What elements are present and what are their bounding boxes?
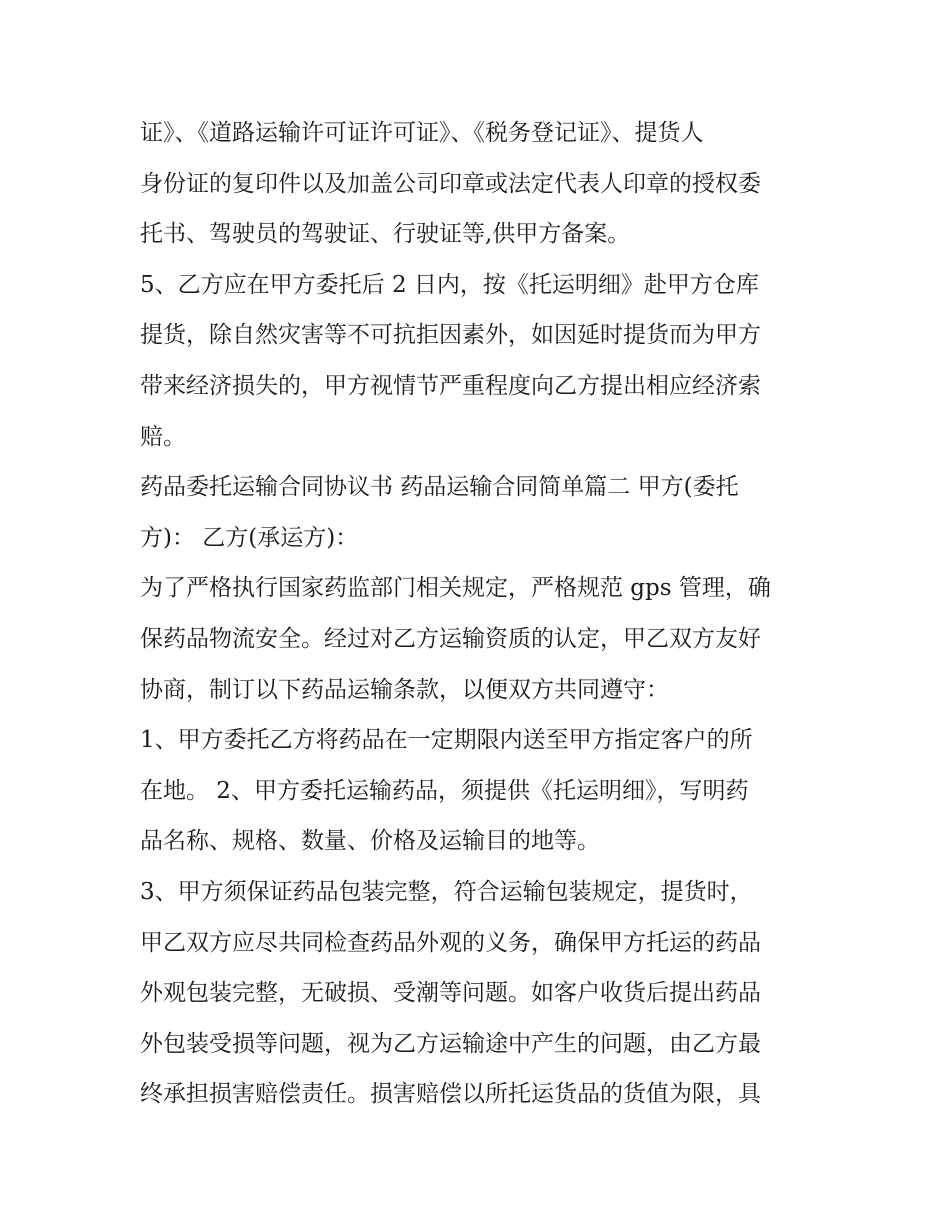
text-line-15: 品名称、规格、数量、价格及运输目的地等。 (140, 828, 600, 855)
text-line-5: 提货，除自然灾害等不可抗拒因素外，如因延时提货而为甲方 (140, 322, 761, 349)
text-line-4: 5、乙方应在甲方委托后 2 日内，按《托运明细》赴甲方仓库 (140, 271, 759, 298)
text-line-12: 协商，制订以下药品运输条款，以便双方共同遵守： (140, 676, 669, 703)
parties-line: 方)： 乙方(承运方)： (140, 524, 359, 551)
text-line-2: 身份证的复印件以及加盖公司印章或法定代表人印章的授权委 (140, 170, 761, 197)
text-line-3: 托书、驾驶员的驾驶证、行驶证等,供甲方备案。 (140, 221, 631, 248)
text-line-20: 终承担损害赔偿责任。损害赔偿以所托运货品的货值为限，具 (140, 1081, 761, 1108)
text-line-14: 在地。 2、甲方委托运输药品，须提供《托运明细》，写明药 (140, 777, 749, 804)
text-line-7: 赔。 (140, 423, 186, 450)
text-line-18: 外观包装完整，无破损、受潮等问题。如客户收货后提出药品 (140, 980, 761, 1007)
text-line-1: 证》、《道路运输许可证许可证》、《税务登记证》、提货人 (140, 120, 704, 146)
text-line-10: 为了严格执行国家药监部门相关规定，严格规范 gps 管理，确 (140, 575, 771, 602)
text-line-16: 3、甲方须保证药品包装完整，符合运输包装规定，提货时， (140, 878, 753, 905)
section-heading-line: 药品委托运输合同协议书 药品运输合同简单篇二 甲方(委托 (140, 474, 739, 501)
text-line-6: 带来经济损失的，甲方视情节严重程度向乙方提出相应经济索 (140, 372, 761, 399)
text-line-19: 外包装受损等问题，视为乙方运输途中产生的问题，由乙方最 (140, 1030, 761, 1057)
text-line-11: 保药品物流安全。经过对乙方运输资质的认定，甲乙双方友好 (140, 625, 761, 652)
text-line-13: 1、甲方委托乙方将药品在一定期限内送至甲方指定客户的所 (140, 727, 753, 754)
text-line-17: 甲乙双方应尽共同检查药品外观的义务，确保甲方托运的药品 (140, 929, 761, 956)
document-body (140, 108, 830, 1120)
